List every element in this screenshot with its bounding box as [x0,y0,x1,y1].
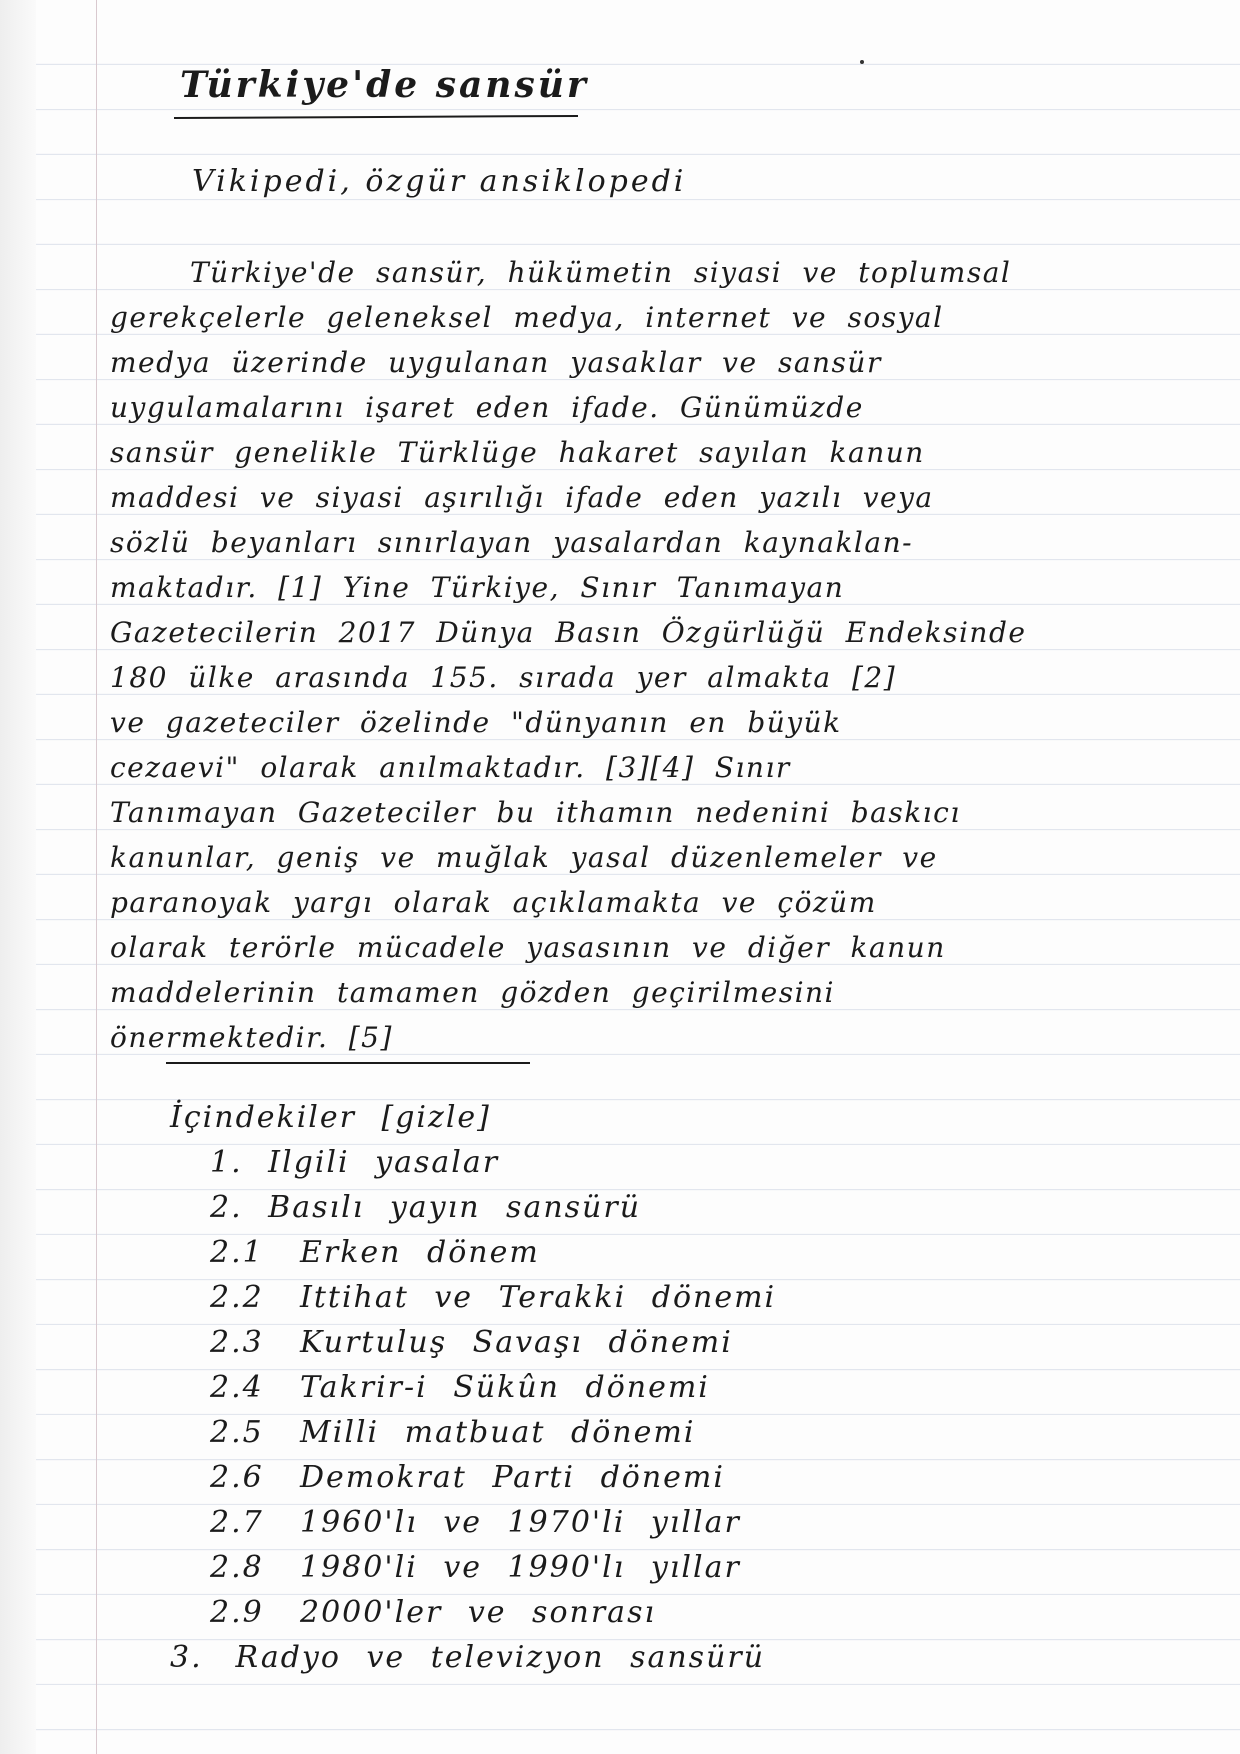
toc-item[interactable] [170,1410,1170,1455]
paragraph-line: Gazetecilerin 2017 Dünya Basın Özgürlüğü Endeksinde [110,616,1027,649]
paragraph-line: ve gazeteciler özelinde "dünyanın en büyük [110,706,842,739]
paragraph-line: 180 ülke arasında 155. sırada yer almakta [2] [110,661,897,694]
toc-item[interactable] [170,1635,1170,1680]
toc-item-label: Ilgili yasalar [268,1145,500,1180]
table-of-contents [170,1095,1170,1680]
toc-heading[interactable]: İçindekiler [gizle] [170,1100,491,1135]
toc-item-number: 2.6 [210,1460,264,1495]
toc-item[interactable] [170,1140,1170,1185]
toc-item-label: 1980'li ve 1990'lı yıllar [300,1550,741,1585]
toc-item[interactable] [170,1230,1170,1275]
toc-item-label: Erken dönem [300,1235,540,1270]
toc-item-label: Milli matbuat dönemi [300,1415,696,1450]
page-subtitle: Vikipedi, özgür ansiklopedi [192,164,687,199]
paragraph-line: maktadır. [1] Yine Türkiye, Sınır Tanımayan [110,571,845,604]
paragraph-line: medya üzerinde uygulanan yasaklar ve sansür [110,346,882,379]
toc-item[interactable] [170,1500,1170,1545]
toc-item-number: 2.7 [210,1505,264,1540]
paragraph-line: sözlü beyanları sınırlayan yasalardan kaynaklan- [110,526,914,559]
paragraph-line: kanunlar, geniş ve muğlak yasal düzenlemeler ve [110,841,938,874]
toc-item-number: 2.8 [210,1550,264,1585]
paragraph-line: sansür genelikle Türklüge hakaret sayılan kanun [110,436,925,469]
toc-item-number: 3. [170,1640,203,1675]
toc-item-label: Radyo ve televizyon sansürü [235,1640,766,1675]
toc-item[interactable] [170,1455,1170,1500]
toc-item[interactable] [170,1185,1170,1230]
toc-item-number: 1. [210,1145,243,1180]
paragraph-line: maddesi ve siyasi aşırılığı ifade eden yazılı veya [110,481,934,514]
paragraph-line: maddelerinin tamamen gözden geçirilmesini [110,976,836,1009]
toc-item-label: 2000'ler ve sonrası [300,1595,657,1630]
ink-dot [860,60,864,64]
toc-item-number: 2.2 [210,1280,264,1315]
paragraph-line: olarak terörle mücadele yasasının ve diğer kanun [110,931,946,964]
intro-paragraph [110,250,1200,1060]
toc-item[interactable] [170,1275,1170,1320]
toc-item[interactable] [170,1320,1170,1365]
paragraph-line: uygulamalarını işaret eden ifade. Günümüzde [110,391,864,424]
toc-item-number: 2.4 [210,1370,264,1405]
margin-rule [96,0,97,1754]
toc-item-label: Kurtuluş Savaşı dönemi [300,1325,733,1360]
toc-item-label: Takrir-i Sükûn dönemi [300,1370,710,1405]
page-title: Türkiye'de sansür [180,64,589,106]
paragraph-line: gerekçelerle geleneksel medya, internet ve sosyal [110,301,944,334]
toc-item-label: Ittihat ve Terakki dönemi [300,1280,777,1315]
toc-item-number: 2.9 [210,1595,264,1630]
paragraph-underline [166,1062,530,1064]
toc-item-number: 2.1 [210,1235,264,1270]
toc-item-label: Demokrat Parti dönemi [300,1460,725,1495]
paragraph-line: Türkiye'de sansür, hükümetin siyasi ve toplumsal [190,256,1012,289]
binding-edge [0,0,36,1754]
toc-item[interactable] [170,1365,1170,1410]
toc-item[interactable] [170,1590,1170,1635]
toc-item[interactable] [170,1545,1170,1590]
paragraph-line: cezaevi" olarak anılmaktadır. [3][4] Sınır [110,751,791,784]
toc-item-label: 1960'lı ve 1970'li yıllar [300,1505,741,1540]
toc-item-label: Basılı yayın sansürü [268,1190,642,1225]
paragraph-line: önermektedir. [5] [110,1021,393,1054]
paragraph-line: paranoyak yargı olarak açıklamakta ve çözüm [110,886,877,919]
title-underline [174,115,578,119]
paragraph-line: Tanımayan Gazeteciler bu ithamın nedenini baskıcı [110,796,961,829]
toc-item-number: 2.3 [210,1325,264,1360]
toc-item-number: 2.5 [210,1415,264,1450]
toc-item-number: 2. [210,1190,243,1225]
